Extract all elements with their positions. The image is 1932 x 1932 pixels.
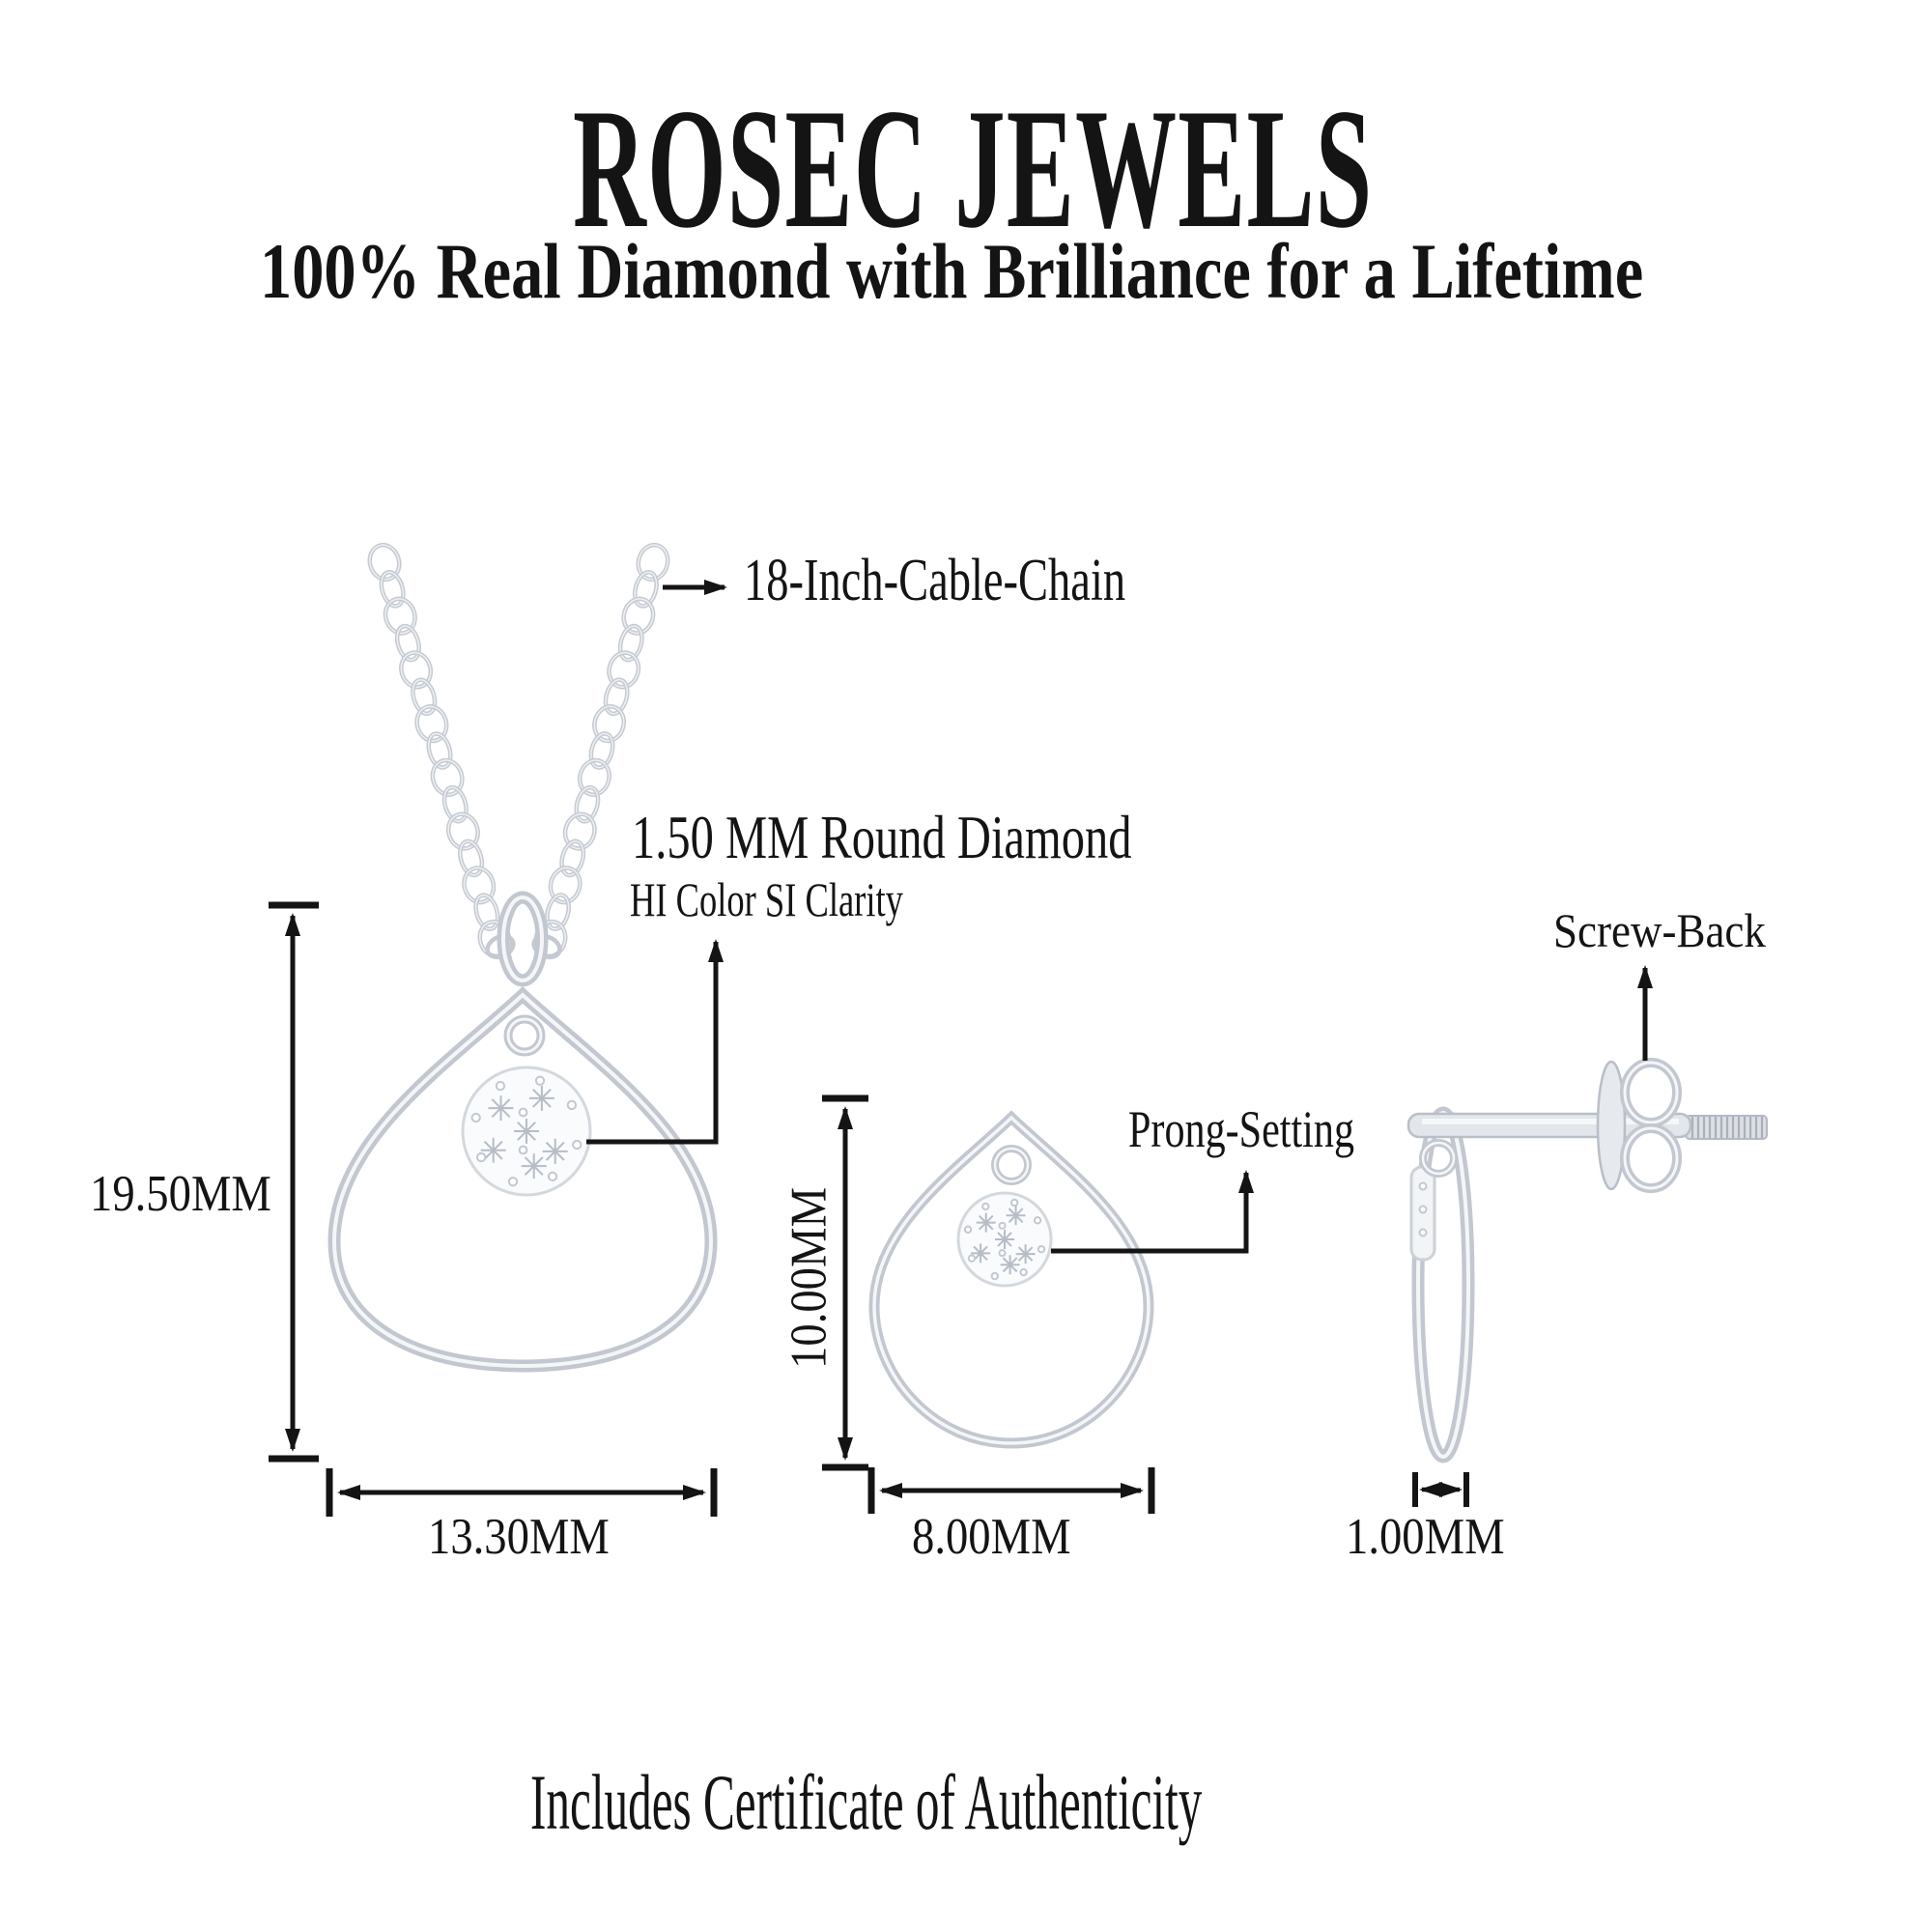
threaded-post: [1686, 1116, 1767, 1139]
earring-side-cluster-edge: [1411, 1167, 1435, 1260]
earring-width-dimension: [871, 1467, 1151, 1514]
post-width-dimension: [1415, 1472, 1466, 1507]
tagline: 100% Real Diamond with Brilliance for a Lifetime: [260, 227, 1644, 315]
prong-setting-label: Prong-Setting: [1128, 1100, 1355, 1158]
chain-label: 18-Inch-Cable-Chain: [744, 548, 1126, 613]
pendant-height-value: 19.50MM: [90, 1166, 271, 1222]
earring-diamond-cluster: [958, 1193, 1051, 1286]
screw-back-pad: [1598, 1062, 1625, 1189]
pendant-necklace-diagram: [269, 542, 724, 1517]
certificate-note: Includes Certificate of Authenticity: [530, 1758, 1203, 1846]
earring-width-value: 8.00MM: [912, 1509, 1071, 1565]
screw-back-label: Screw-Back: [1553, 903, 1766, 957]
pendant-height-dimension: [269, 905, 319, 1459]
diamond-label-line2: HI Color SI Clarity: [630, 872, 903, 926]
brand-title: ROSEC JEWELS: [573, 72, 1374, 264]
diamond-label-line1: 1.50 MM Round Diamond: [632, 804, 1132, 871]
stud-earring-side-diagram: [1408, 968, 1767, 1507]
earring-height-value: 10.00MM: [781, 1187, 838, 1369]
post-width-value: 1.00MM: [1346, 1509, 1505, 1565]
stud-earring-front-diagram: [822, 1098, 1246, 1514]
pendant-diamond-cluster: [463, 1067, 590, 1195]
earring-drop-ring: [995, 1149, 1028, 1181]
pendant-drop-ring: [508, 1019, 541, 1052]
pendant-bail: [503, 897, 542, 980]
pendant-width-value: 13.30MM: [428, 1509, 610, 1565]
